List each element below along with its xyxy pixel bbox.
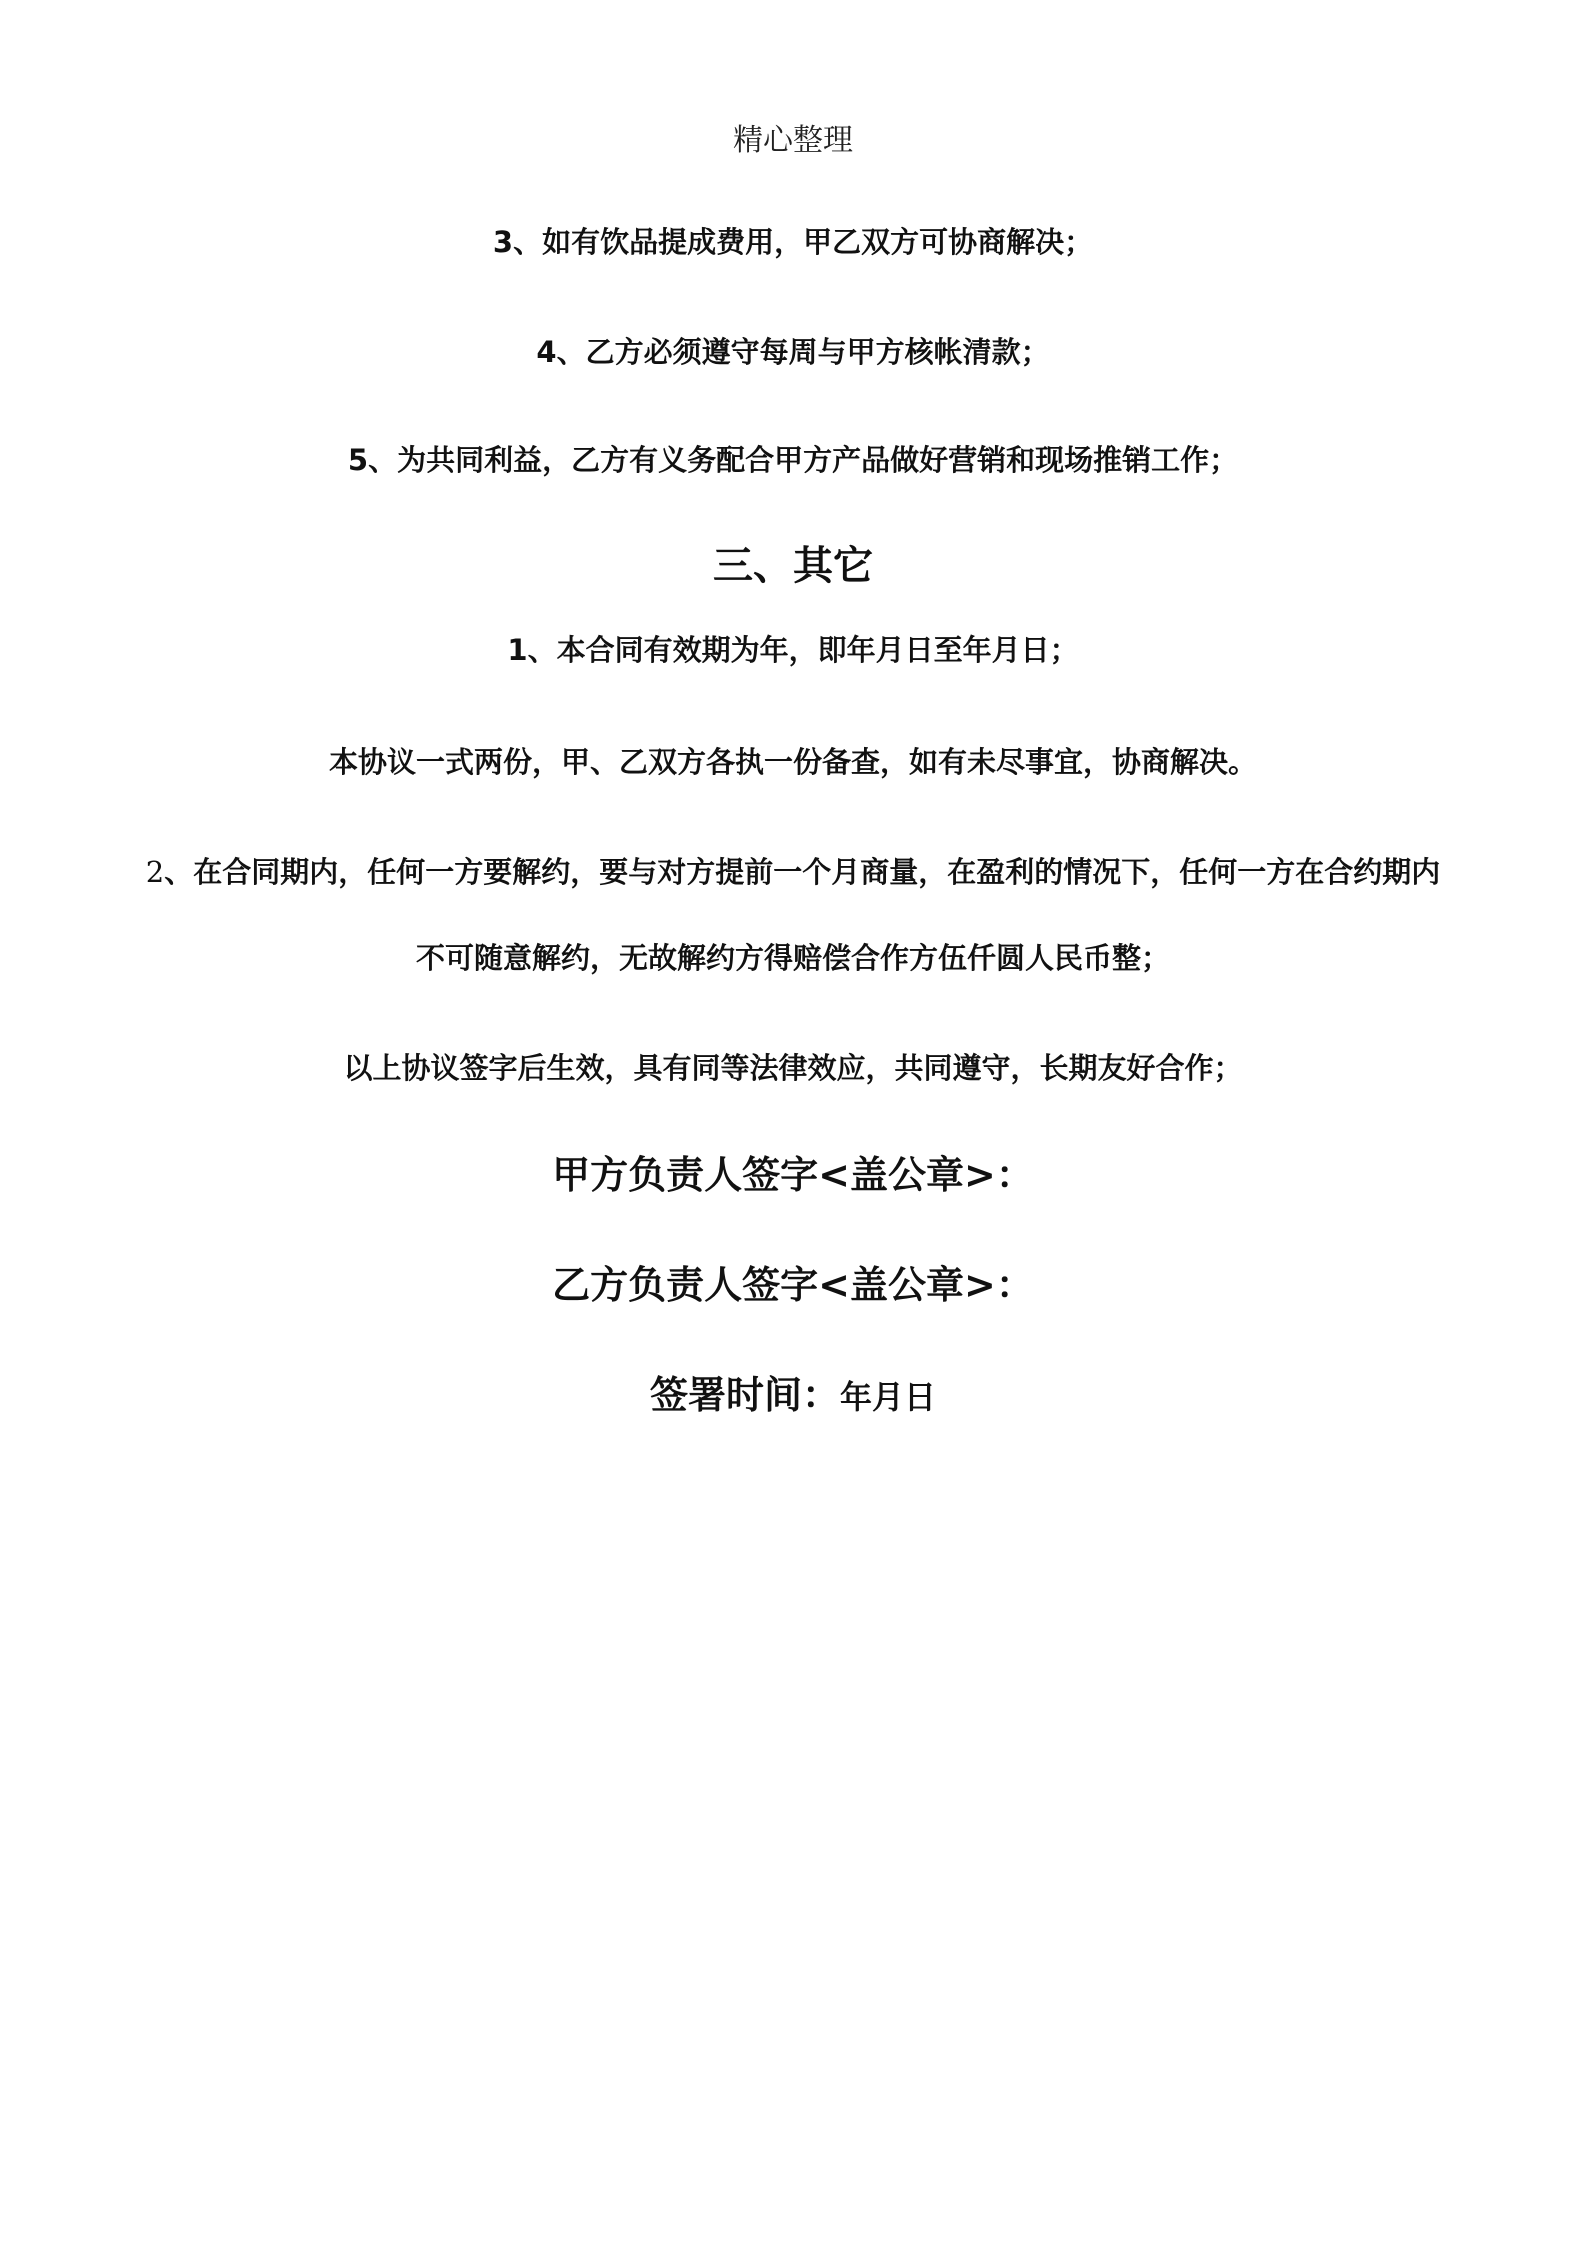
clause-3: 3、如有饮品提成费用，甲乙双方可协商解决； bbox=[492, 225, 1094, 259]
signing-date-label: 签署时间： bbox=[649, 1373, 840, 1417]
page-header: 精心整理 bbox=[733, 123, 853, 158]
term-clause-2-number: 2 bbox=[145, 855, 165, 889]
section-title-other: 三、其它 bbox=[713, 543, 873, 589]
term-clause-2-text: 、在合同期内，任何一方要解约，要与对方提前一个月商量，在盈利的情况下，任何一方在合约期内 bbox=[164, 855, 1441, 889]
party-b-signature: 乙方负责人签字<盖公章>： bbox=[552, 1263, 1034, 1307]
copies-note: 本协议一式两份，甲、乙双方各执一份备查，如有未尽事宜，协商解决。 bbox=[328, 745, 1257, 779]
term-clause-2-line-1 bbox=[0, 855, 1586, 889]
signing-date bbox=[0, 1373, 1586, 1417]
signing-date-value: 年月日 bbox=[840, 1378, 937, 1416]
effective-note: 以上协议签字后生效，具有同等法律效应，共同遵守，长期友好合作； bbox=[343, 1051, 1243, 1085]
clause-5: 5、为共同利益，乙方有义务配合甲方产品做好营销和现场推销工作； bbox=[347, 443, 1239, 477]
party-a-signature: 甲方负责人签字<盖公章>： bbox=[552, 1153, 1034, 1197]
clause-4: 4、乙方必须遵守每周与甲方核帐清款； bbox=[536, 335, 1050, 369]
term-clause-2-line-2: 不可随意解约，无故解约方得赔偿合作方伍仟圆人民币整； bbox=[415, 941, 1170, 975]
term-clause-1: 1、本合同有效期为年，即年月日至年月日； bbox=[507, 633, 1079, 667]
